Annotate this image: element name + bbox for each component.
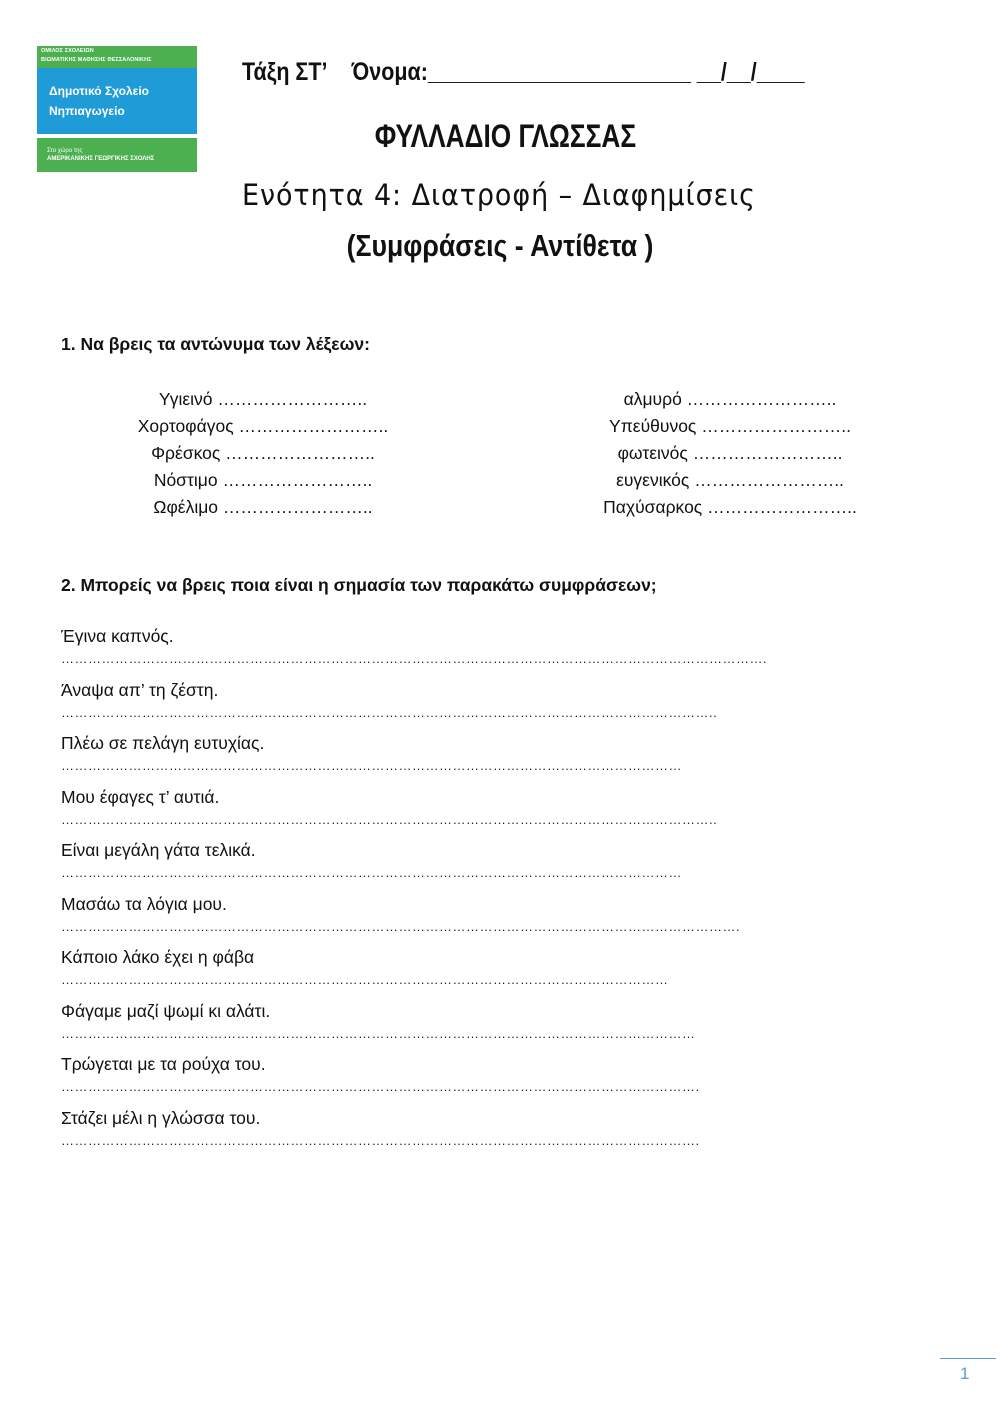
antonyms-left-column xyxy=(88,386,438,521)
answer-line: ………………………………………………………………………………………………………………………… xyxy=(61,758,682,773)
worksheet-header xyxy=(242,58,805,87)
logo-bottom-line-2: ΑΜΕΡΙΚΑΝΙΚΗΣ ΓΕΩΡΓΙΚΗΣ ΣΧΟΛΗΣ xyxy=(47,156,155,162)
phrases-list xyxy=(61,623,941,1158)
class-label: Τάξη ΣΤ’ xyxy=(242,58,328,86)
phrase-text: Τρώγεται με τα ρούχα του. xyxy=(61,1054,266,1074)
phrase-text: Πλέω σε πελάγη ευτυχίας. xyxy=(61,733,265,753)
logo-top-text-1: ΟΜΙΛΟΣ ΣΧΟΛΕΙΩΝ xyxy=(41,48,94,54)
phrase-item xyxy=(61,944,941,998)
name-date-field: Όνομα:______________________ __/__/____ xyxy=(351,58,805,86)
phrase-text: Είναι μεγάλη γάτα τελικά. xyxy=(61,840,256,860)
antonym-item: Χορτοφάγος …………………….. xyxy=(137,416,389,436)
answer-line: …………………………………………………………………………………………………………………………………………. xyxy=(61,651,768,666)
antonym-item: ευγενικός …………………….. xyxy=(616,470,844,490)
footer-rule xyxy=(940,1358,996,1359)
answer-line: ……………………………………………………………………………………………………………………… xyxy=(61,972,669,987)
antonym-item: Φρέσκος …………………….. xyxy=(151,443,375,463)
antonym-item: Ωφέλιμο …………………….. xyxy=(153,497,373,517)
logo-top-text-2: ΒΙΩΜΑΤΙΚΗΣ ΜΑΘΗΣΗΣ ΘΕΣΣΑΛΟΝΙΚΗΣ xyxy=(41,57,152,63)
phrase-text: Έγινα καπνός. xyxy=(61,626,174,646)
answer-line: ……………………………………………………………………………………………………………………………. xyxy=(61,1132,700,1148)
phrase-item xyxy=(61,623,941,677)
page-title: ΦΥΛΛΑΔΙΟ ΓΛΩΣΣΑΣ xyxy=(374,118,637,154)
answer-line: ……………………………………………………………………………………………………………………………….. xyxy=(61,704,718,720)
phrase-item xyxy=(61,998,941,1052)
unit-subtitle: Ενότητα 4: Διατροφή – Διαφημίσεις xyxy=(242,178,756,212)
phrase-item xyxy=(61,1105,941,1159)
antonym-item: αλμυρό …………………….. xyxy=(623,389,837,409)
antonym-item: Νόστιμο …………………….. xyxy=(153,470,373,490)
phrase-text: Μασάω τα λόγια μου. xyxy=(61,893,227,914)
logo-main-line-2: Νηπιαγωγείο xyxy=(49,104,125,118)
topic-subtitle: (Συμφράσεις - Αντίθετα ) xyxy=(346,228,654,263)
phrase-text: Στάζει μέλι η γλώσσα του. xyxy=(61,1107,261,1128)
phrase-text: Φάγαμε μαζί ψωμί κι αλάτι. xyxy=(61,1000,271,1021)
answer-line: ……………………………………………………………………………………………………………………………. xyxy=(61,1079,700,1094)
answer-line: ……………………………………………………………………………………………………………………………….. xyxy=(61,811,718,827)
phrase-item xyxy=(61,1051,941,1105)
phrase-text: Κάποιο λάκο έχει η φάβα xyxy=(61,947,255,967)
phrase-item xyxy=(61,730,941,784)
phrase-item xyxy=(61,784,941,838)
page-number: 1 xyxy=(960,1364,970,1383)
answer-line: ………………………………………………………………………………………………………………………… xyxy=(61,865,682,880)
logo-main-line-1: Δημοτικό Σχολείο xyxy=(49,84,149,98)
phrase-text: Άναψα απ’ τη ζέστη. xyxy=(61,679,219,700)
phrase-text: Μου έφαγες τ’ αυτιά. xyxy=(61,786,220,807)
antonym-item: Υπεύθυνος …………………….. xyxy=(609,416,851,436)
antonym-item: Υγιεινό …………………….. xyxy=(158,389,368,409)
phrase-item xyxy=(61,891,941,945)
exercise-1-heading: 1. Να βρεις τα αντώνυμα των λέξεων: xyxy=(61,334,370,354)
phrase-item xyxy=(61,677,941,731)
exercise-2-heading: 2. Μπορείς να βρεις ποια είναι η σημασία των παρακάτω συμφράσεων; xyxy=(61,575,657,595)
answer-line: ……………………………………………………………………………………………………………………………………. xyxy=(61,918,741,934)
antonyms-right-column xyxy=(555,386,905,521)
antonym-item: Παχύσαρκος …………………….. xyxy=(603,497,857,517)
logo-top-band xyxy=(37,46,197,68)
antonym-item: φωτεινός …………………….. xyxy=(617,443,843,463)
answer-line: …………………………………………………………………………………………………………………………… xyxy=(61,1025,696,1041)
logo-bottom-line-1: Στο χώρο της xyxy=(47,148,83,154)
phrase-item xyxy=(61,837,941,891)
